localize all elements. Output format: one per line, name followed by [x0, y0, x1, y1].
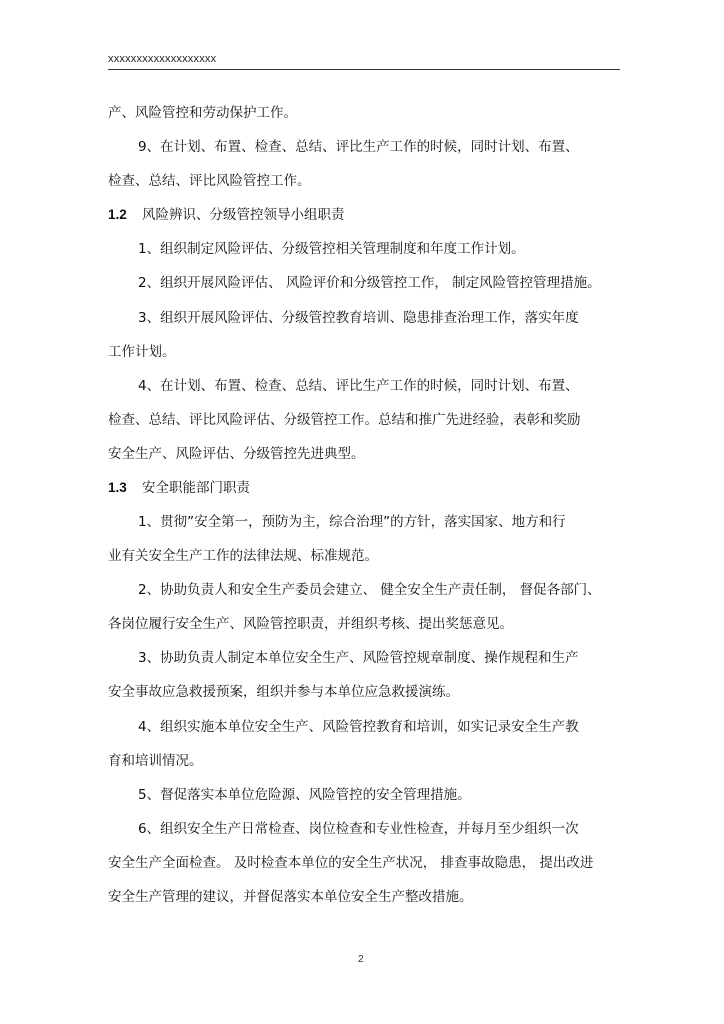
paragraph-line: 1、组织制定风险评估、分级管控相关管理制度和年度工作计划。	[138, 241, 525, 257]
paragraph-line: 4、在计划、布置、检查、总结、评比生产工作的时候，同时计划、布置、	[138, 378, 579, 394]
paragraph-line: 育和培训情况。	[108, 753, 203, 769]
section-title: 安全职能部门职责	[142, 480, 250, 496]
paragraph-line: 安全生产、风险评估、分级管控先进典型。	[108, 446, 365, 462]
paragraph-line: 检查、总结、评比风险管控工作。	[108, 173, 311, 189]
section-number: 1.3	[108, 480, 127, 495]
paragraph-line: 安全生产全面检查。 及时检查本单位的安全生产状况， 排查事故隐患， 提出改进	[108, 855, 594, 871]
paragraph-line: 各岗位履行安全生产、风险管控职责，并组织考核、提出奖惩意见。	[108, 616, 513, 632]
section-number: 1.2	[108, 207, 127, 222]
paragraph-line: 检查、总结、评比风险评估、分级管控工作。总结和推广先进经验，表彰和奖励	[108, 412, 581, 428]
header-divider	[108, 69, 620, 70]
header-text: xxxxxxxxxxxxxxxxxxx	[108, 53, 217, 65]
paragraph-line: 2、协助负责人和安全生产委员会建立、 健全安全生产责任制， 督促各部门、	[138, 582, 601, 598]
page-number: 2	[358, 954, 364, 965]
paragraph-line: 4、组织实施本单位安全生产、风险管控教育和培训，如实记录安全生产教	[138, 719, 579, 735]
paragraph-line: 安全生产管理的建议，并督促落实本单位安全生产整改措施。	[108, 889, 473, 905]
section-heading-1-3	[108, 479, 250, 497]
paragraph-line: 工作计划。	[108, 344, 176, 360]
paragraph-line: 3、协助负责人制定本单位安全生产、风险管控规章制度、操作规程和生产	[138, 650, 579, 666]
paragraph-line: 6、组织安全生产日常检查、岗位检查和专业性检查，并每月至少组织一次	[138, 821, 579, 837]
paragraph-line: 1、贯彻”安全第一，预防为主，综合治理”的方针，落实国家、地方和行	[138, 514, 566, 530]
section-title: 风险辨识、分级管控领导小组职责	[142, 207, 345, 223]
paragraph-line: 业有关安全生产工作的法律法规、标准规范。	[108, 548, 378, 564]
paragraph-line: 9、在计划、布置、检查、总结、评比生产工作的时候，同时计划、布置、	[138, 139, 579, 155]
paragraph-line: 产、风险管控和劳动保护工作。	[108, 105, 297, 121]
paragraph-line: 安全事故应急救援预案，组织并参与本单位应急救援演练。	[108, 684, 459, 700]
section-heading-1-2	[108, 206, 345, 224]
paragraph-line: 2、组织开展风险评估、 风险评价和分级管控工作， 制定风险管控管理措施。	[138, 275, 601, 291]
paragraph-line: 5、督促落实本单位危险源、风险管控的安全管理措施。	[138, 787, 471, 803]
paragraph-line: 3、组织开展风险评估、分级管控教育培训、隐患排查治理工作，落实年度	[138, 310, 579, 326]
